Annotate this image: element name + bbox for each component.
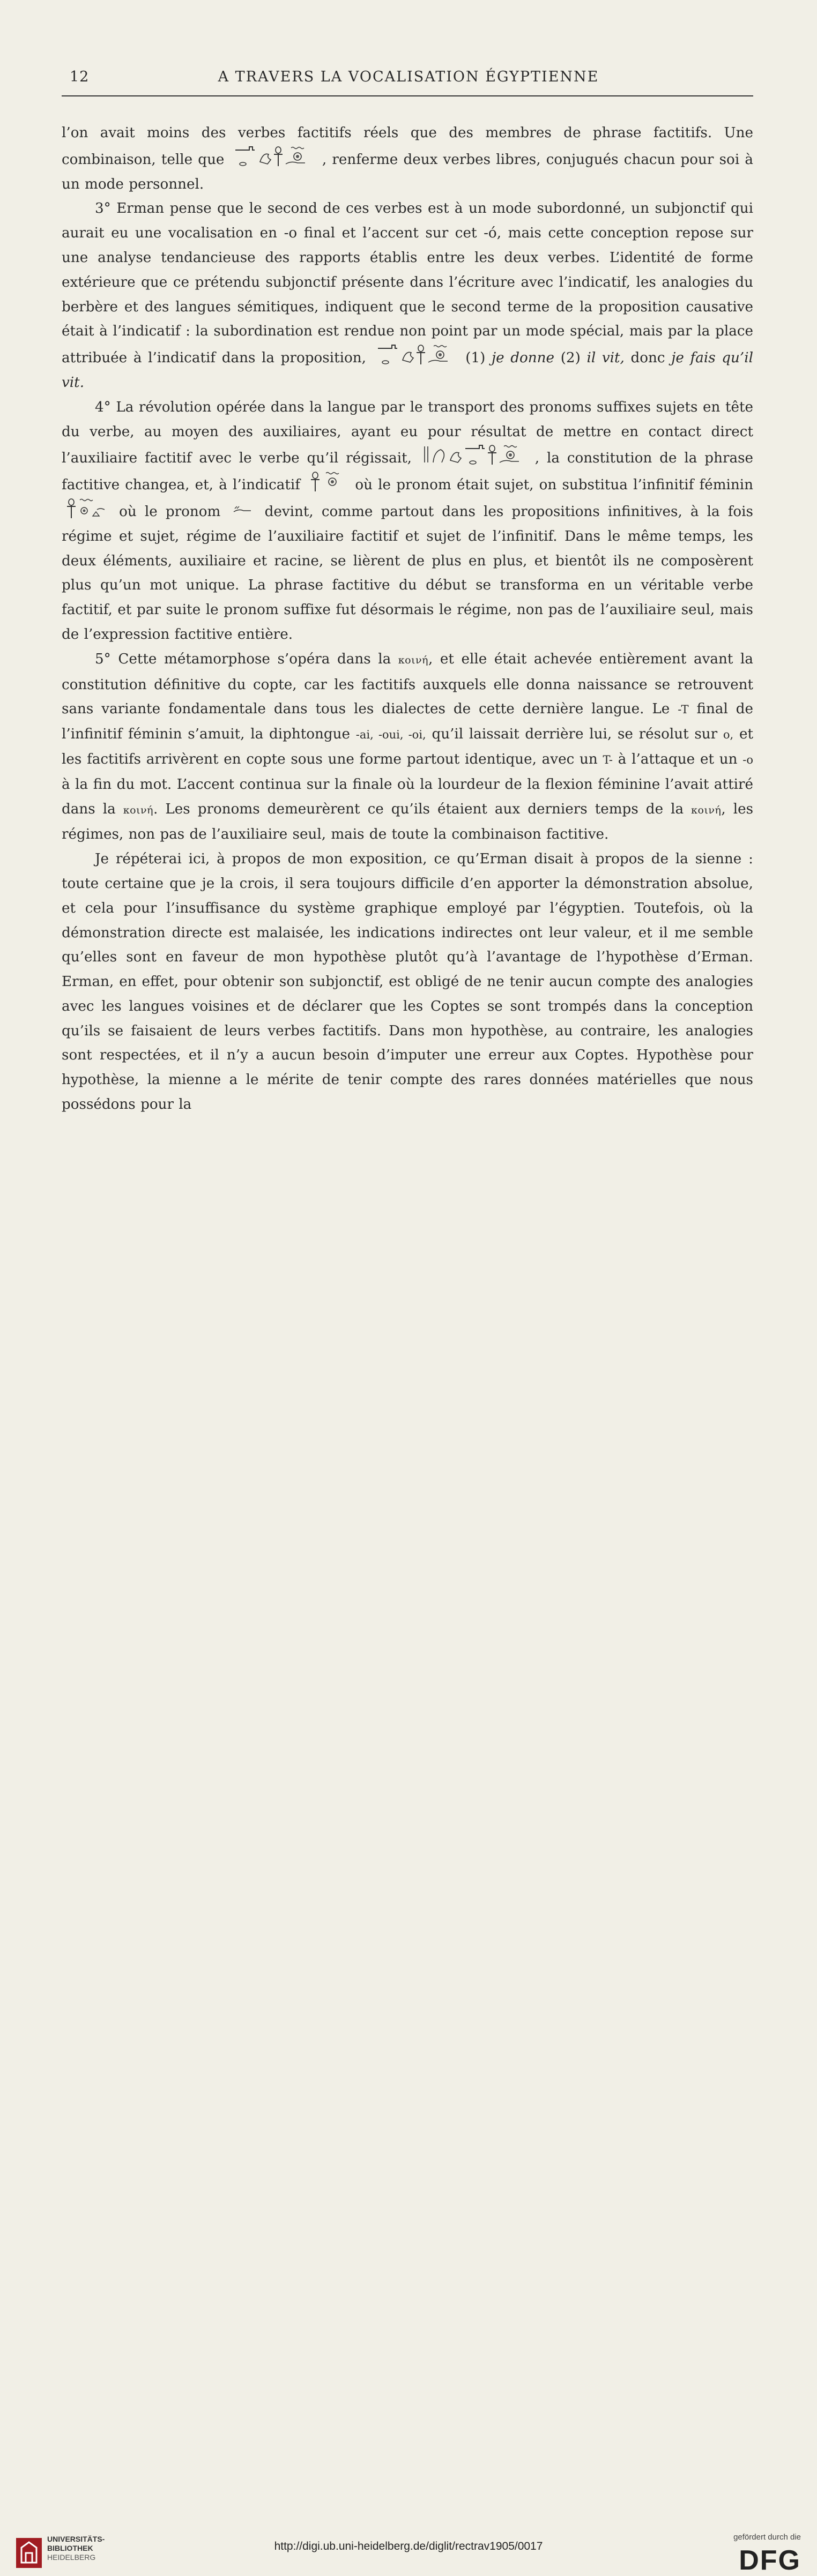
source-url-link[interactable]: http://digi.ub.uni-heidelberg.de/diglit/rectrav1905/0017 xyxy=(274,2540,543,2552)
paragraph-5: Je répéterai ici, à propos de mon exposition, ce qu’Erman disait à propos de la sienne : toute certaine que je la crois, il sera toujours difficile d’en apporter la démonstration absolue, et cela pour l’insuffisance du système graphique employé par l’égyptien. Toutefois, où la démonstration directe est malaisée, les indications indirectes ont leur valeur, et il me semble qu’elles sont en faveur de mon hypothèse plutôt qu’à l’avantage de l’hypothèse d’Erman. Erman, en effet, pour obtenir son subjonctif, est obligé de ne tenir aucun compte des analogies avec les langues voisines et de déclarer que les Coptes se sont trompés dans la conception qu’ils se faisaient de leurs verbes factitifs. Dans mon hypothèse, au contraire, les analogies sont respectées, et il n’y a aucun besoin d’imputer une erreur aux Coptes. Hypothèse pour hypothèse, la mienne a le mérite de tenir compte des rares données matérielles que nous possédons pour la xyxy=(62,851,753,1113)
funding-label: gefördert durch die xyxy=(733,2533,801,2542)
hieroglyph-group-icon xyxy=(232,503,253,519)
main-text xyxy=(62,121,753,1117)
paragraph-3: 4° La révolution opérée dans la langue par le transport des pronoms suffixes sujets en tête du verbe, au moyen des auxiliaires, ayant eu pour résultat de mettre en contact direct l’auxiliaire factitif avec le verbe qu’il régissait, , la constitution de la phrase factitive changea, et, à l’indicatif où le pronom était sujet, on substitua l’infinitif féminin où le pronom devint, comme partout dans les propositions infinitives, à la fois régime et sujet, régime de l’auxiliaire factitif et sujet de l’infinitif. Dans le même temps, les deux éléments, auxiliaire et racine, se lièrent de plus en plus, et bientôt ils ne composèrent plus qu’un mot unique. La phrase factitive du début se transforma en un véritable verbe factitif, et par suite le pronom suffixe fut désormais le régime, non pas de l’auxiliaire seul, mais de l’expression factitive entière. xyxy=(62,399,754,643)
hieroglyph-group-icon xyxy=(65,498,108,519)
header-rule xyxy=(62,95,753,96)
running-title: A TRAVERS LA VOCALISATION ÉGYPTIENNE xyxy=(218,69,599,85)
hieroglyph-group-icon xyxy=(233,146,314,167)
paragraph-2: 3° Erman pense que le second de ces verbes est à un mode subordonné, un subjonctif qui aurait eu une vocalisation en -o final et l’accent sur cet -ó, mais cette conception repose sur une analyse tendancieuse des rapports établis entre les deux verbes. L’identité de forme extérieure que ce prétendu subjonctif présente dans l’écriture avec l’indicatif, les analogies du berbère et des langues sémitiques, indiquent que le second terme de la proposition causative était à l’indicatif : la subordination est rendue non point par un mode spécial, mais par la place attribuée à l’indicatif dans la proposition, (1) je donne (2) il vit, donc je fais qu’il vit. xyxy=(62,200,753,391)
hieroglyph-group-icon xyxy=(422,444,524,466)
page-number: 12 xyxy=(70,69,90,85)
paragraph-4: 5° Cette métamorphose s’opéra dans la κοινή, et elle était achevée entièrement avant la constitution définitive du copte, car les factitifs auxquels elle donna naissance se retrouvent sans variante fondamentale dans tous les dialectes de cette dernière langue. Le -T final de l’infinitif féminin s’amuit, la diphtongue -ai, -oui, -oi, qu’il laissait derrière lui, se résolut sur o, et les factitifs arrivèrent en copte sous une forme partout identique, avec un T- à l’attaque et un -o à la fin du mot. L’accent continua sur la finale où la lourdeur de la flexion féminine l’avait attiré dans la κοινή. Les pronoms demeurèrent ce qu’ils étaient aux derniers temps de la κοινή, les régimes, non pas de l’auxiliaire seul, mais de toute la combinaison factitive. xyxy=(62,651,754,843)
dfg-logo: DFG xyxy=(739,2545,801,2576)
hieroglyph-group-icon xyxy=(376,344,456,365)
library-name: UNIVERSITÄTS- BIBLIOTHEK HEIDELBERG xyxy=(47,2535,105,2562)
hieroglyph-group-icon xyxy=(309,471,346,492)
paragraph-1: l’on avait moins des verbes factitifs réels que des membres de phrase factitifs. Une combinaison, telle que , renferme deux verbes libres, conjugués chacun pour soi à un mode personnel. xyxy=(62,125,754,192)
digitization-footer xyxy=(0,1258,817,2576)
